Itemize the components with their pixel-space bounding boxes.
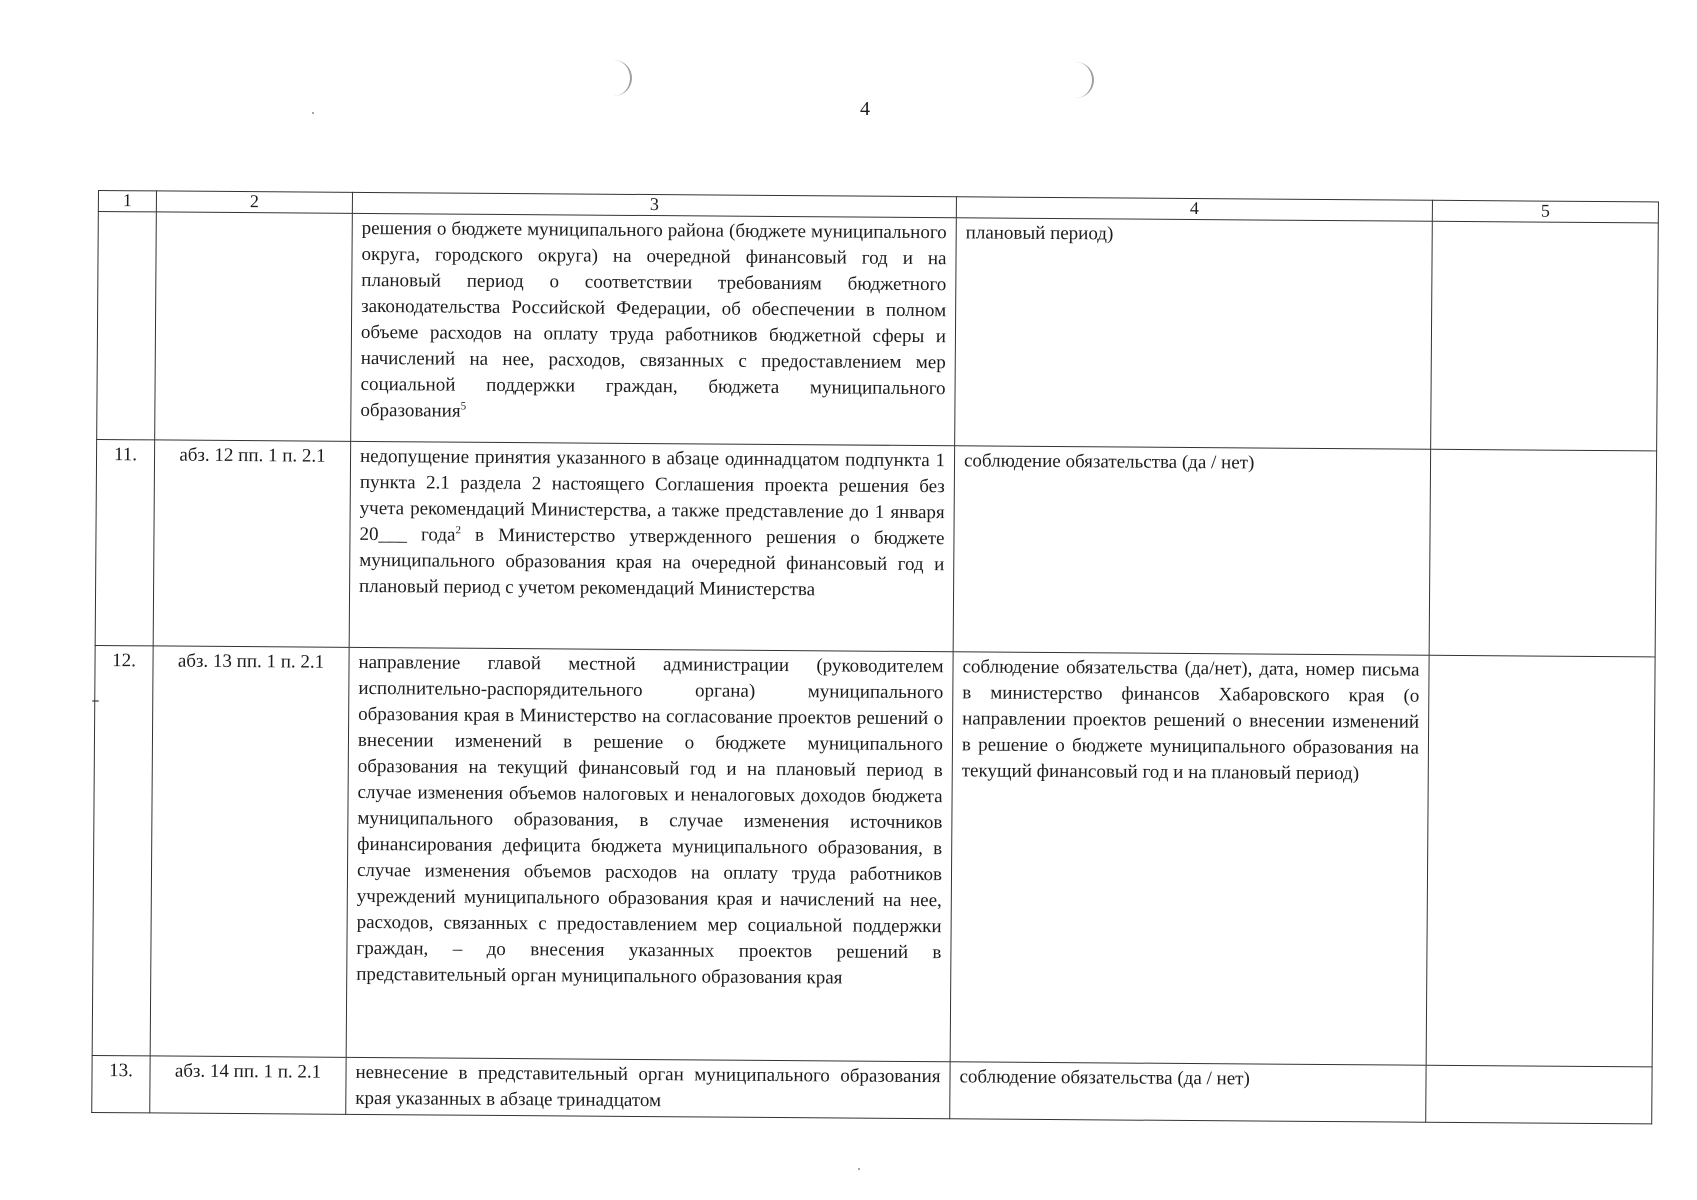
punch-hole-mark-left bbox=[608, 60, 632, 96]
table-row bbox=[92, 1055, 1652, 1123]
row-reference: абз. 13 пп. 1 п. 2.1 bbox=[150, 646, 349, 1057]
obligation-text-tail: в Министерство утвержденного решения о бюджете муниципального образования края на очередной финансовый год и плановый период с учетом рекомендаций Министерства bbox=[359, 524, 945, 601]
row-obligation bbox=[349, 441, 954, 651]
header-col-3: 3 bbox=[352, 192, 956, 217]
row-obligation: невнесение в представительный орган муниципального образования края указанных в абзаце тринадцатом bbox=[346, 1057, 950, 1118]
row-indicator: соблюдение обязательства (да/нет), дата, номер письма в министерство финансов Хабаровского края (о направлении проектов решений о внесении изменений в решение о бюджете муниципального образования на текущий финансовый год и на плановый период) bbox=[950, 652, 1429, 1065]
row-number: 12. bbox=[92, 645, 153, 1055]
obligation-text: решения о бюджете муниципального района (бюджете муниципального округа, городского округа) на очередной финансовый год и на плановый период о соответствии требованиям бюджетного законодательства Российской Федерации, об обеспечении в полном объеме расходов на оплату труда работников бюджетной сферы и начислений на нее, расходов, связанных с предоставлением мер социальной поддержки граждан, бюджета муниципального образования bbox=[360, 217, 947, 422]
row-reference: абз. 12 пп. 1 п. 2.1 bbox=[153, 440, 351, 647]
footnote-mark: 5 bbox=[460, 400, 467, 413]
row-number: 11. bbox=[95, 439, 155, 645]
table-row bbox=[95, 439, 1656, 656]
row-indicator: плановый период) bbox=[955, 218, 1433, 449]
row-indicator: соблюдение обязательства (да / нет) bbox=[950, 1062, 1426, 1122]
row-obligation: направление главой местной администрации (руководителем исполнительно-распорядительного органа) муниципального образования края в Министерство на согласование проектов решений о внесении изменений в решение о бюджете муниципального образования на текущий финансовый год и на плановый период в случае изменения объемов налоговых и неналоговых доходов бюджета муниципального образования, в случае изменения источников финансирования дефицита бюджета муниципального образования, в случае изменения объемов расходов на оплату труда работников учреждений муниципального образования края и начислений на нее, расходов, связанных с предоставлением мер социальной поддержки граждан, – до внесения указанных проектов решений в представительный орган муниципального образования края bbox=[346, 647, 953, 1061]
row-number: 13. bbox=[92, 1055, 150, 1112]
table-row bbox=[92, 645, 1655, 1066]
row-value bbox=[1426, 1065, 1652, 1124]
scan-speck bbox=[858, 1168, 860, 1170]
row-reference: абз. 14 пп. 1 п. 2.1 bbox=[150, 1056, 346, 1114]
scan-speck bbox=[312, 112, 314, 114]
row-reference bbox=[155, 212, 353, 441]
row-number bbox=[97, 212, 157, 440]
header-col-4: 4 bbox=[956, 197, 1432, 221]
punch-hole-mark-right bbox=[1070, 62, 1094, 98]
row-value bbox=[1426, 655, 1655, 1067]
row-indicator: соблюдение обязательства (да / нет) bbox=[953, 446, 1430, 655]
obligations-table bbox=[91, 190, 1659, 1124]
row-obligation bbox=[351, 213, 957, 445]
row-value bbox=[1429, 449, 1657, 657]
header-col-1: 1 bbox=[98, 191, 156, 212]
footnote-mark: 2 bbox=[455, 524, 462, 537]
header-col-5: 5 bbox=[1432, 200, 1658, 223]
row-value bbox=[1431, 221, 1659, 451]
header-col-2: 2 bbox=[156, 191, 352, 213]
obligation-text: недопущение принятия указанного в абзаце одиннадцатом подпункта 1 пункта 2.1 раздела 2 настоящего Соглашения проекта решения без учета рекомендаций Министерства, а также представление до 1 января 20___ года bbox=[359, 445, 946, 546]
page-number: 4 bbox=[860, 98, 870, 120]
table-row bbox=[97, 212, 1659, 451]
